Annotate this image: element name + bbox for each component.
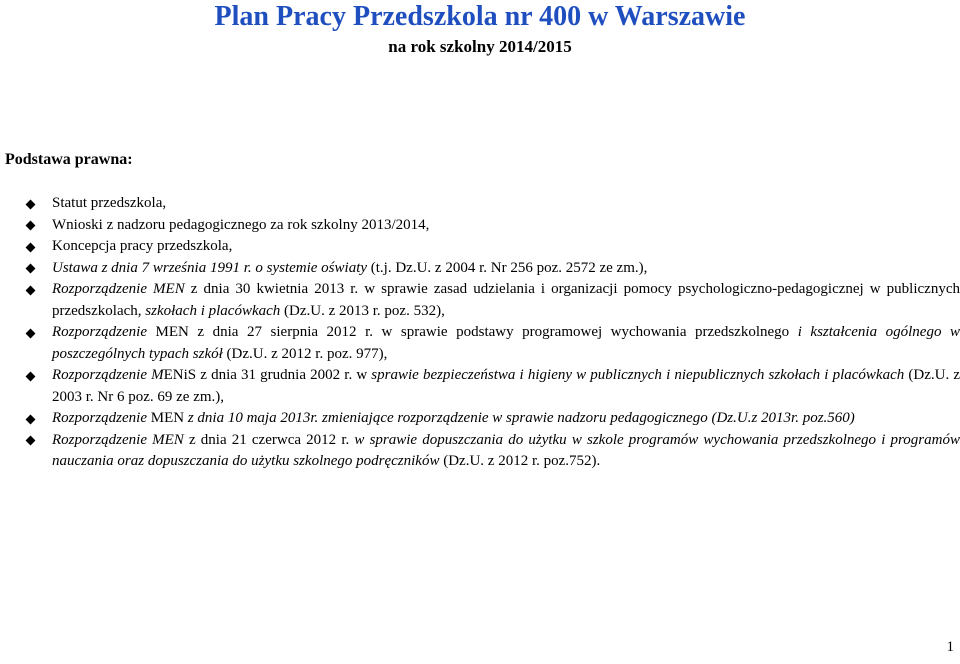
text-segment: Statut przedszkola, <box>52 195 167 211</box>
list-item-text <box>52 324 960 362</box>
list-item <box>0 258 960 280</box>
list-item <box>0 279 960 322</box>
diamond-bullet-icon <box>26 242 36 252</box>
text-segment-italic: Rozporządzenie MEN <box>52 431 184 448</box>
text-segment-italic: Rozporządzenie <box>52 324 147 340</box>
page-number: 1 <box>946 639 954 655</box>
list-item <box>0 408 960 430</box>
text-segment-italic: Rozporządzenie <box>52 410 147 426</box>
list-item-text <box>52 260 647 276</box>
text-segment: (Dz.U. z 2013 r. poz. 532), <box>280 302 445 319</box>
document-title: Plan Pracy Przedszkola nr 400 w Warszawie <box>214 1 746 32</box>
text-segment-italic: i kształcenia ogólnego w poszczególnych typach szkół <box>52 324 960 362</box>
text-segment-italic: Ustawa z dnia 7 września 1991 r. o systemie oświaty <box>52 259 368 276</box>
text-segment: z dnia 21 czerwca 2012 r. <box>183 431 355 448</box>
text-segment-italic: sprawie bezpieczeństwa i higieny w publicznych i niepublicznych szkołach i placówkach <box>371 367 905 383</box>
text-segment-italic: z dnia 10 maja 2013r. zmieniające rozporządzenie w sprawie nadzoru pedagogicznego (Dz.U.z 2013r. poz.560) <box>187 410 855 426</box>
list-item-text <box>52 367 960 405</box>
list-item-text <box>52 281 960 319</box>
text-segment: z dnia 30 kwietnia 2013 r. w sprawie zasad udzielania i organizacji pomocy psychologiczno-pedagogicznej w publicznych przedszkolach, <box>52 281 960 319</box>
document-subtitle: na rok szkolny 2014/2015 <box>388 37 572 56</box>
text-segment: (Dz.U. z 2012 r. poz. 977), <box>222 345 388 362</box>
diamond-bullet-icon <box>26 414 36 424</box>
list-item-text <box>52 238 232 254</box>
text-segment: (Dz.U. z 2012 r. poz.752). <box>439 453 601 469</box>
text-segment-italic: Rozporządzenie M <box>52 367 164 383</box>
list-item <box>0 430 960 473</box>
text-segment: MEN <box>147 410 188 426</box>
text-segment-italic: Rozporządzenie MEN <box>52 281 185 297</box>
text-segment: ENiS z dnia 31 grudnia 2002 r. w <box>163 367 372 383</box>
list-item-text <box>52 410 855 426</box>
text-segment: (Dz.U. z 2003 r. Nr 6 poz. 69 ze zm.), <box>52 367 960 405</box>
text-segment: Wnioski z nadzoru pedagogicznego za rok szkolny 2013/2014, <box>52 216 430 233</box>
diamond-bullet-icon <box>26 436 36 446</box>
list-item <box>0 322 960 365</box>
text-segment: MEN z dnia 27 sierpnia 2012 r. w sprawie podstawy programowej wychowania przedszkolnego <box>147 324 798 340</box>
diamond-bullet-icon <box>26 328 36 338</box>
list-item-text <box>52 217 429 233</box>
list-item-text <box>52 195 166 211</box>
list-item <box>0 215 960 237</box>
text-segment: (t.j. Dz.U. z 2004 r. Nr 256 poz. 2572 ze zm.), <box>367 259 648 276</box>
legal-basis-list <box>0 193 960 473</box>
diamond-bullet-icon <box>26 264 36 274</box>
list-item-text <box>52 432 960 470</box>
text-segment-italic: szkołach i placówkach <box>145 302 281 319</box>
list-item <box>0 193 960 215</box>
text-segment-italic: w sprawie dopuszczania do użytku w szkole programów wychowania przedszkolnego i programów nauczania oraz dopuszczania do użytku szkolnego podręczników <box>52 431 960 469</box>
section-heading-legal-basis: Podstawa prawna: <box>5 151 133 168</box>
list-item <box>0 236 960 258</box>
text-segment: Koncepcja pracy przedszkola, <box>52 238 233 254</box>
diamond-bullet-icon <box>26 199 36 209</box>
diamond-bullet-icon <box>26 285 36 295</box>
diamond-bullet-icon <box>26 221 36 231</box>
list-item <box>0 365 960 408</box>
diamond-bullet-icon <box>26 371 36 381</box>
